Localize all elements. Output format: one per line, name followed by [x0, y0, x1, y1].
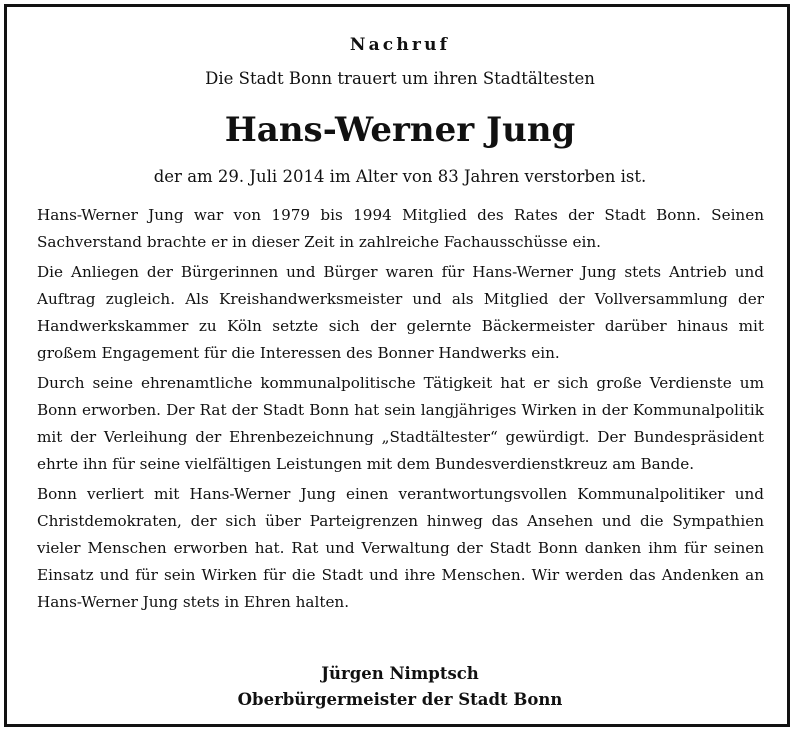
death-date-line: der am 29. Juli 2014 im Alter von 83 Jahren verstorben ist. [153, 167, 647, 186]
notice-subtitle: Die Stadt Bonn trauert um ihren Stadtältesten [205, 69, 595, 88]
deceased-name: Hans-Werner Jung [224, 110, 576, 150]
paragraph-craft: Die Anliegen der Bürgerinnen und Bürger waren für Hans-Werner Jung stets Antrieb und Auftrag zugleich. Als Kreishandwerksmeister und als Mitglied der Vollversammlung der Handwerkskammer zu Köln setzte sich der gelernte Bäckermeister darüber hinaus mit großem Engagement für die Interessen des Bonner Handwerks ein. [37, 263, 764, 362]
notice-heading: Nachruf [349, 35, 451, 55]
paragraph-council: Hans-Werner Jung war von 1979 bis 1994 Mitglied des Rates der Stadt Bonn. Seinen Sachverstand brachte er in dieser Zeit in zahlreiche Fachausschüsse ein. [37, 206, 764, 251]
paragraph-farewell: Bonn verliert mit Hans-Werner Jung einen verantwortungsvollen Kommunalpolitiker und Christdemokraten, der sich über Parteigrenzen hinweg das Ansehen und die Sympathien vieler Menschen erworben hat. Rat und Verwaltung der Stadt Bonn danken ihm für seinen Einsatz und für sein Wirken für die Stadt und ihre Menschen. Wir werden das Andenken an Hans-Werner Jung stets in Ehren halten. [37, 485, 764, 611]
obituary-frame [4, 4, 790, 727]
paragraph-honors: Durch seine ehrenamtliche kommunalpolitische Tätigkeit hat er sich große Verdienste um Bonn erworben. Der Rat der Stadt Bonn hat sein langjähriges Wirken in der Kommunalpolitik mit der Verleihung der Ehrenbezeichnung „Stadtältester“ gewürdigt. Der Bundespräsident ehrte ihn für seine vielfältigen Leistungen mit dem Bundesverdienstkreuz am Bande. [37, 374, 764, 473]
obituary-body [37, 202, 764, 619]
signer-title: Oberbürgermeister der Stadt Bonn [237, 690, 563, 709]
signer-name: Jürgen Nimptsch [321, 664, 479, 683]
